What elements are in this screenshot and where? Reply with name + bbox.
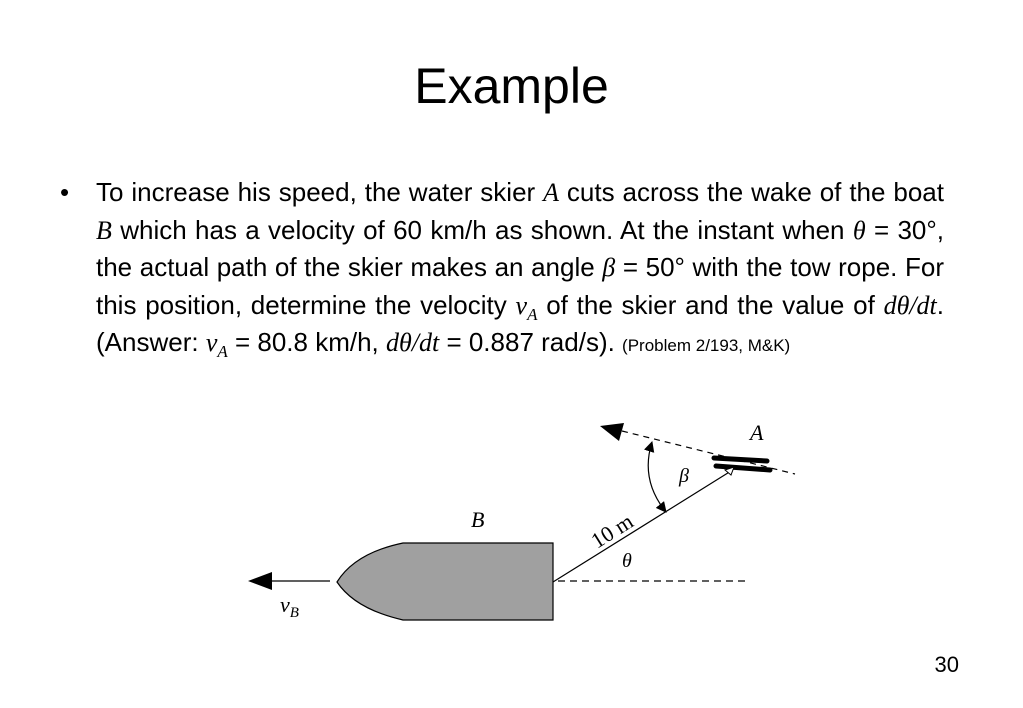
ski-lower (716, 466, 770, 470)
label-B: B (471, 507, 485, 532)
problem-segment: = 50° with the tow rope. For this position, determine the velocity (96, 252, 944, 320)
label-vB-main: v (280, 592, 290, 617)
beta-angle-arc (648, 442, 666, 512)
label-beta: β (679, 465, 689, 487)
symbol-beta: β (602, 253, 616, 283)
problem-segment: To increase his speed, the water skier (96, 177, 544, 207)
symbol-dtheta-dt: dθ/dt (386, 328, 440, 358)
label-vB (280, 592, 299, 621)
symbol-A: A (543, 178, 559, 207)
problem-segment: = 80.8 km/h, (227, 327, 386, 358)
problem-segment: of the skier and the value of (537, 289, 884, 320)
symbol-subscript-A: A (217, 342, 228, 362)
problem-segment: cuts across the wake of the boat (559, 177, 944, 207)
label-theta: θ (622, 550, 632, 572)
label-A: A (750, 420, 764, 445)
symbol-dtheta-dt: dθ/dt (883, 290, 937, 320)
page-number: 30 (934, 652, 959, 677)
problem-reference: (Problem 2/193, M&K) (622, 336, 791, 356)
symbol-theta: θ (852, 215, 866, 245)
problem-segment: . (Answer: (96, 289, 945, 358)
symbol-B: B (96, 215, 112, 245)
slide-title: Example (414, 58, 609, 114)
bullet-dot: • (60, 177, 70, 207)
label-rope-length: 10 m (586, 508, 638, 554)
problem-segment: = 0.887 rad/s). (439, 327, 623, 358)
tow-rope (553, 471, 731, 582)
problem-segment: which has a velocity of 60 km/h as shown. At the instant when (111, 214, 853, 245)
symbol-subscript-A: A (527, 304, 538, 324)
label-vB-subscript: B (289, 605, 299, 621)
vB-arrowhead (248, 572, 272, 590)
boat-hull (337, 543, 553, 620)
symbol-v: v (515, 290, 528, 320)
symbol-v: v (205, 328, 218, 358)
problem-segment: = 30°, the actual path of the skier makes an angle (96, 214, 945, 283)
ski-upper (714, 458, 767, 461)
skier-path-arrowhead (600, 423, 624, 441)
